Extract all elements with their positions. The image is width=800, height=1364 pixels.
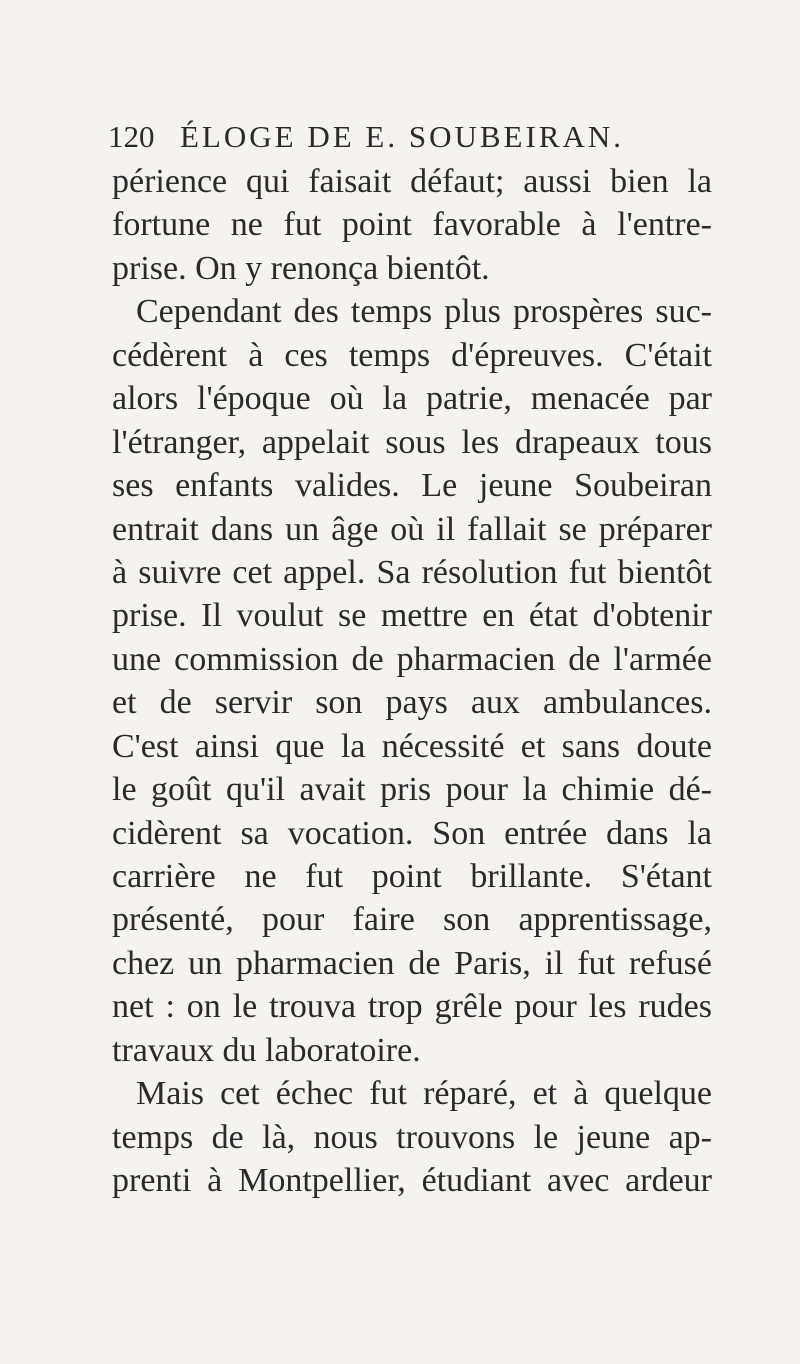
text-line: fortune ne fut point favorable à l'entre-: [112, 206, 712, 244]
text-line: prise. Il voulut se mettre en état d'obtenir: [112, 597, 712, 635]
text-line: net : on le trouva trop grêle pour les rudes: [112, 988, 712, 1026]
page-number: 120: [108, 119, 155, 154]
text-line: présenté, pour faire son apprentissage,: [112, 901, 712, 939]
page-header: [108, 117, 708, 157]
text-line: cidèrent sa vocation. Son entrée dans la: [112, 814, 712, 852]
text-line: temps de là, nous trouvons le jeune ap-: [112, 1118, 712, 1156]
text-line: une commission de pharmacien de l'armée: [112, 640, 712, 678]
text-line: chez un pharmacien de Paris, il fut refusé: [112, 944, 712, 982]
text-line: et de servir son pays aux ambulances.: [112, 684, 712, 722]
text-line: cédèrent à ces temps d'épreuves. C'était: [112, 336, 712, 374]
text-line: travaux du laboratoire.: [112, 1031, 421, 1069]
text-line: à suivre cet appel. Sa résolution fut bientôt: [112, 553, 712, 591]
text-line: prenti à Montpellier, étudiant avec ardeur: [112, 1162, 712, 1200]
body-text: [112, 160, 712, 1203]
text-line: entrait dans un âge où il fallait se préparer: [112, 510, 712, 548]
text-line: l'étranger, appelait sous les drapeaux tous: [112, 423, 712, 461]
text-line: le goût qu'il avait pris pour la chimie dé-: [112, 771, 712, 809]
text-line: Mais cet échec fut réparé, et à quelque: [136, 1075, 712, 1113]
running-title: ÉLOGE DE E. SOUBEIRAN.: [180, 119, 624, 154]
text-line: carrière ne fut point brillante. S'étant: [112, 858, 712, 895]
text-line: prise. On y renonça bientôt.: [112, 249, 490, 287]
text-line: C'est ainsi que la nécessité et sans doute: [112, 727, 712, 765]
text-line: alors l'époque où la patrie, menacée par: [112, 380, 712, 418]
text-line: ses enfants valides. Le jeune Soubeiran: [112, 467, 712, 505]
text-line: Cependant des temps plus prospères suc-: [136, 293, 712, 331]
text-line: périence qui faisait défaut; aussi bien la: [112, 163, 712, 200]
